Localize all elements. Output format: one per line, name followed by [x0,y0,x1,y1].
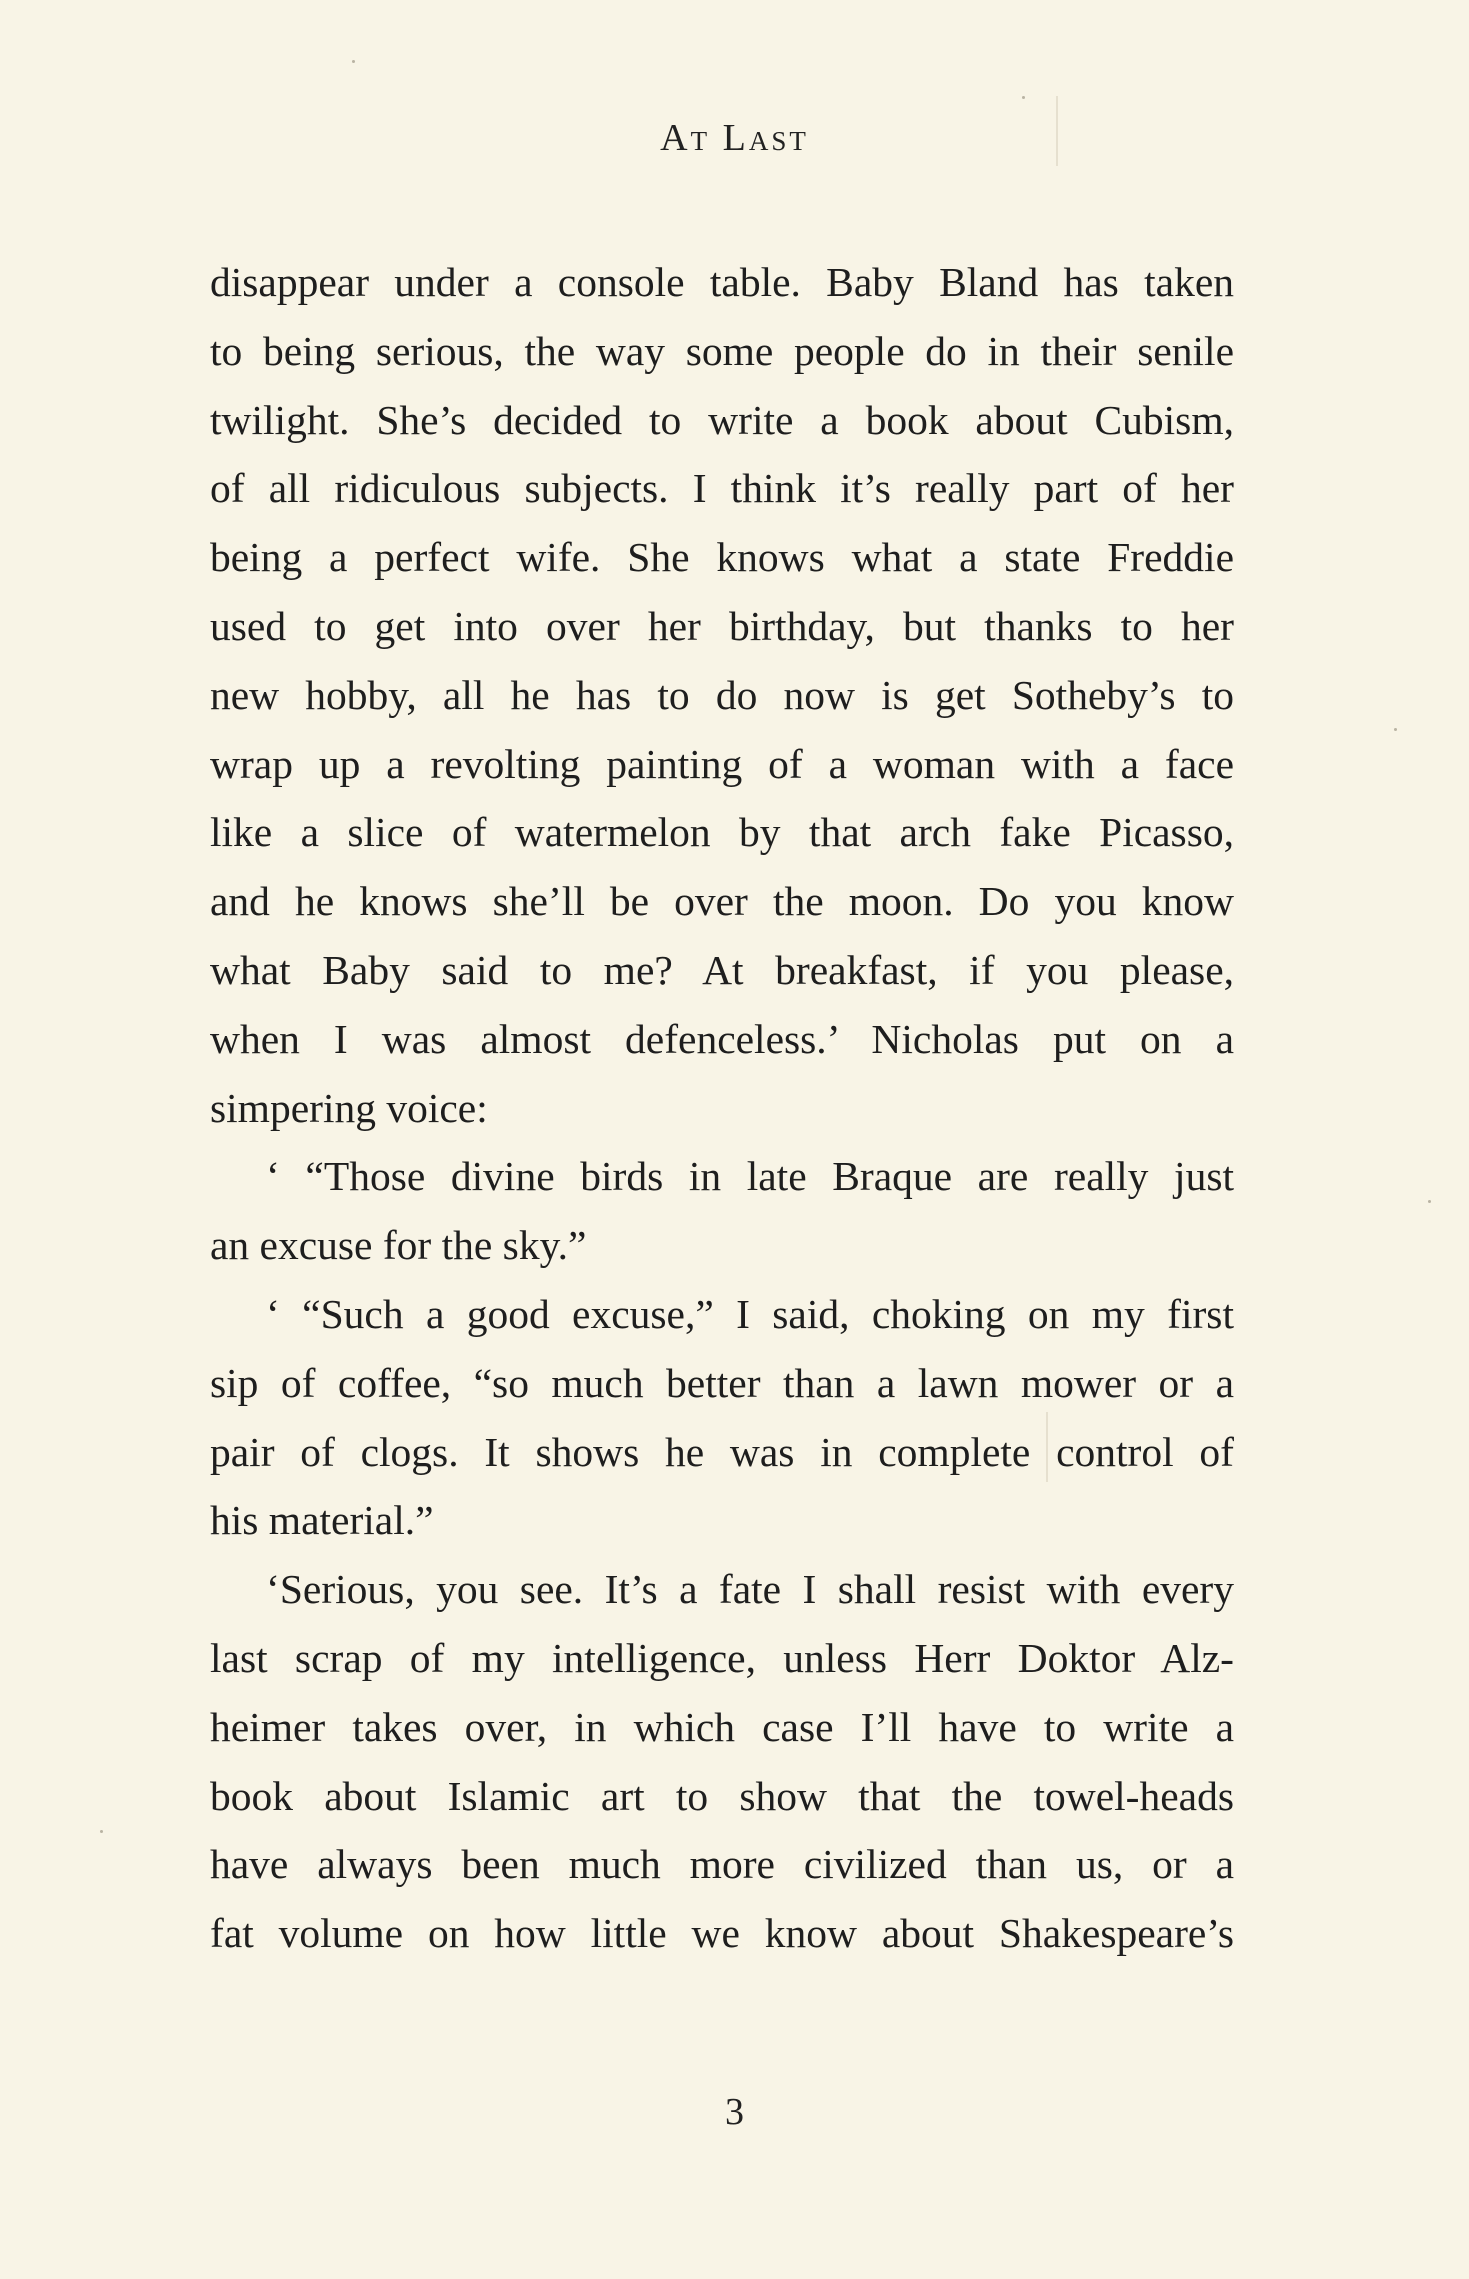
text-line: simpering voice: [210,1084,488,1131]
text-line: ‘ “Those divine birds in late Braque are really just [266,1153,1234,1200]
text-line: twilight. She’s decided to write a book about Cubism, [210,396,1234,443]
text-line: ‘Serious, you see. It’s a fate I shall resist with every [266,1566,1234,1613]
text-line: to being serious, the way some people do in their senile [210,327,1234,374]
text-line: of all ridiculous subjects. I think it’s really part of her [210,465,1234,512]
text-line: used to get into over her birthday, but thanks to her [210,602,1234,649]
text-line: new hobby, all he has to do now is get Sotheby’s to [210,671,1234,718]
paper-speck [1428,1200,1431,1203]
paper-speck [352,60,355,63]
running-head: At Last [660,117,809,159]
text-line: sip of coffee, “so much better than a lawn mower or a [210,1359,1234,1406]
text-line: pair of clogs. It shows he was in complete control of [210,1428,1234,1475]
text-line: disappear under a console table. Baby Bland has taken [210,259,1234,305]
text-line: have always been much more civilized than us, or a [210,1841,1234,1888]
text-line: fat volume on how little we know about Shakespeare’s [210,1910,1234,1957]
text-line: like a slice of watermelon by that arch fake Picasso, [210,809,1234,856]
text-line: ‘ “Such a good excuse,” I said, choking on my first [266,1290,1234,1337]
page-number: 3 [725,2091,744,2133]
paper-speck [1394,728,1397,731]
text-line: and he knows she’ll be over the moon. Do you know [210,878,1234,925]
text-line: last scrap of my intelligence, unless Herr Doktor Alz- [210,1634,1234,1681]
paper-speck [1022,96,1025,99]
text-line: book about Islamic art to show that the towel-heads [210,1772,1234,1819]
body-text [210,248,1234,1968]
text-line: wrap up a revolting painting of a woman with a face [210,740,1234,787]
paper-speck [100,1830,103,1833]
text-line: being a perfect wife. She knows what a state Freddie [210,534,1234,581]
text-line: when I was almost defenceless.’ Nicholas put on a [210,1015,1234,1062]
text-line: heimer takes over, in which case I’ll have to write a [210,1703,1234,1750]
text-line: what Baby said to me? At breakfast, if you please, [210,946,1234,993]
text-line: his material.” [210,1497,434,1544]
text-line: an excuse for the sky.” [210,1222,587,1269]
